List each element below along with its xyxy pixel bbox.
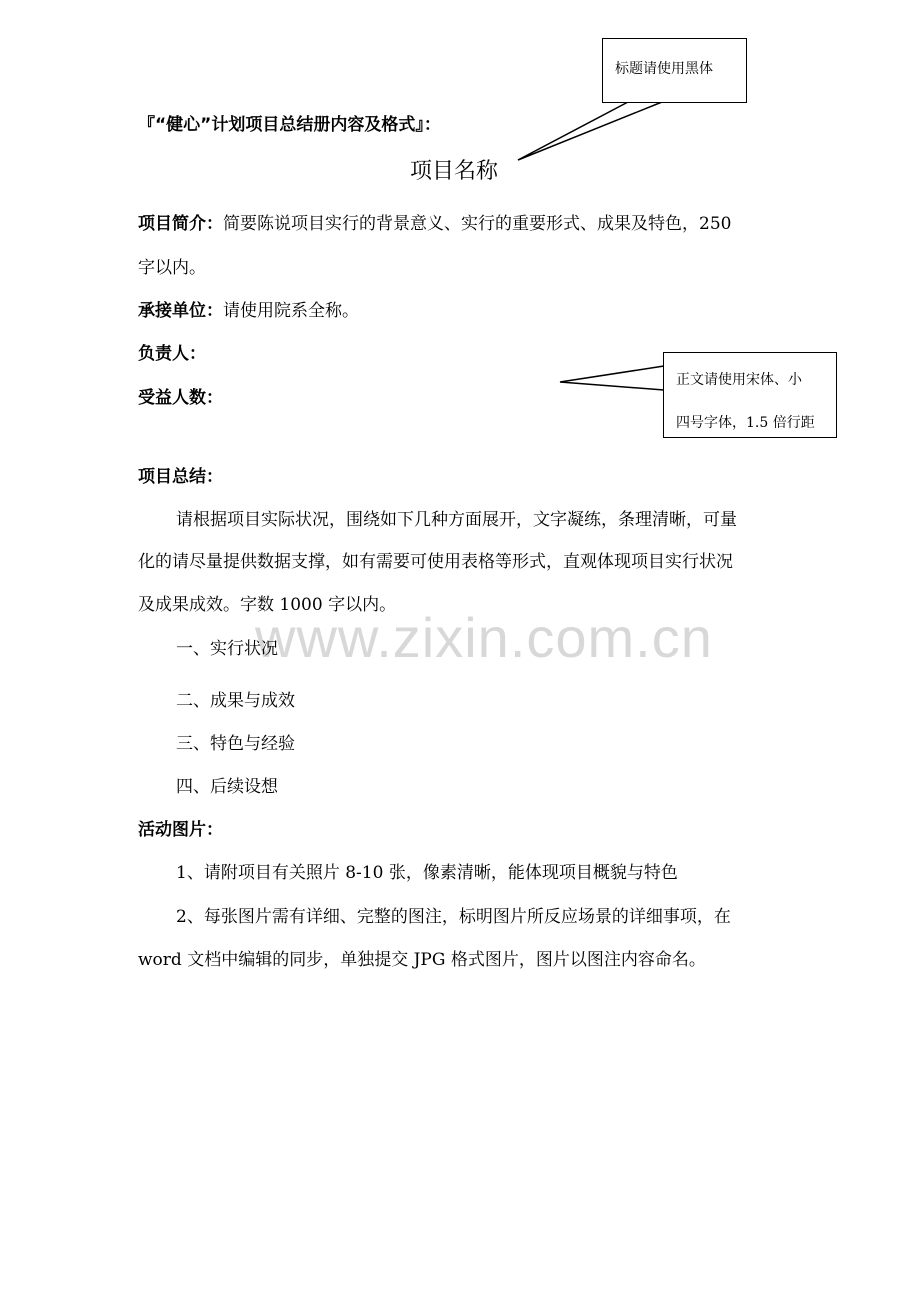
summary-item: 一、实行状况: [176, 639, 278, 659]
summary-paragraph-line-3: 及成果成效。字数 1000 字以内。: [138, 595, 397, 615]
photos-rule-2-line-1: 2、每张图片需有详细、完整的图注，标明图片所反应场景的详细事项，在: [176, 907, 731, 927]
intro-line-1: [138, 212, 731, 236]
document-heading: 『“健心”计划项目总结册内容及格式』：: [138, 115, 441, 135]
title-font-callout: [602, 38, 747, 103]
title-callout-pointer: [518, 102, 662, 160]
project-name: 项目名称: [410, 159, 499, 184]
intro-text: 简要陈说项目实行的背景意义、实行的重要形式、成果及特色，250: [223, 214, 732, 234]
photos-rule-2-line-2: word 文档中编辑的同步，单独提交 JPG 格式图片，图片以图注内容命名。: [138, 950, 706, 970]
unit-line: [138, 299, 359, 323]
intro-line-2: 字以内。: [138, 258, 206, 278]
title-font-callout-text: 标题请使用黑体: [615, 61, 713, 77]
photos-label: 活动图片：: [138, 820, 223, 840]
summary-paragraph-line-2: 化的请尽量提供数据支撑，如有需要可使用表格等形式，直观体现项目实行状况: [138, 552, 733, 572]
body-font-callout-line2: 四号字体，1.5 倍行距: [676, 415, 815, 431]
body-font-callout: [663, 352, 837, 438]
body-callout-pointer: [560, 366, 664, 390]
summary-item: 二、成果与成效: [176, 691, 295, 711]
leader-label: 负责人：: [138, 344, 206, 364]
watermark: www.zixin.com.cn: [255, 606, 713, 669]
intro-label: 项目简介：: [138, 214, 223, 234]
summary-label: 项目总结：: [138, 467, 223, 487]
body-font-callout-line1: 正文请使用宋体、小: [676, 372, 802, 388]
photos-rule-1: 1、请附项目有关照片 8-10 张，像素清晰，能体现项目概貌与特色: [176, 863, 678, 883]
summary-item: 四、后续设想: [176, 777, 278, 797]
unit-text: 请使用院系全称。: [223, 301, 359, 321]
beneficiaries-label: 受益人数：: [138, 388, 223, 408]
unit-label: 承接单位：: [138, 301, 223, 321]
summary-item: 三、特色与经验: [176, 734, 295, 754]
summary-paragraph-line-1: 请根据项目实际状况，围绕如下几种方面展开，文字凝练，条理清晰，可量: [176, 510, 737, 530]
